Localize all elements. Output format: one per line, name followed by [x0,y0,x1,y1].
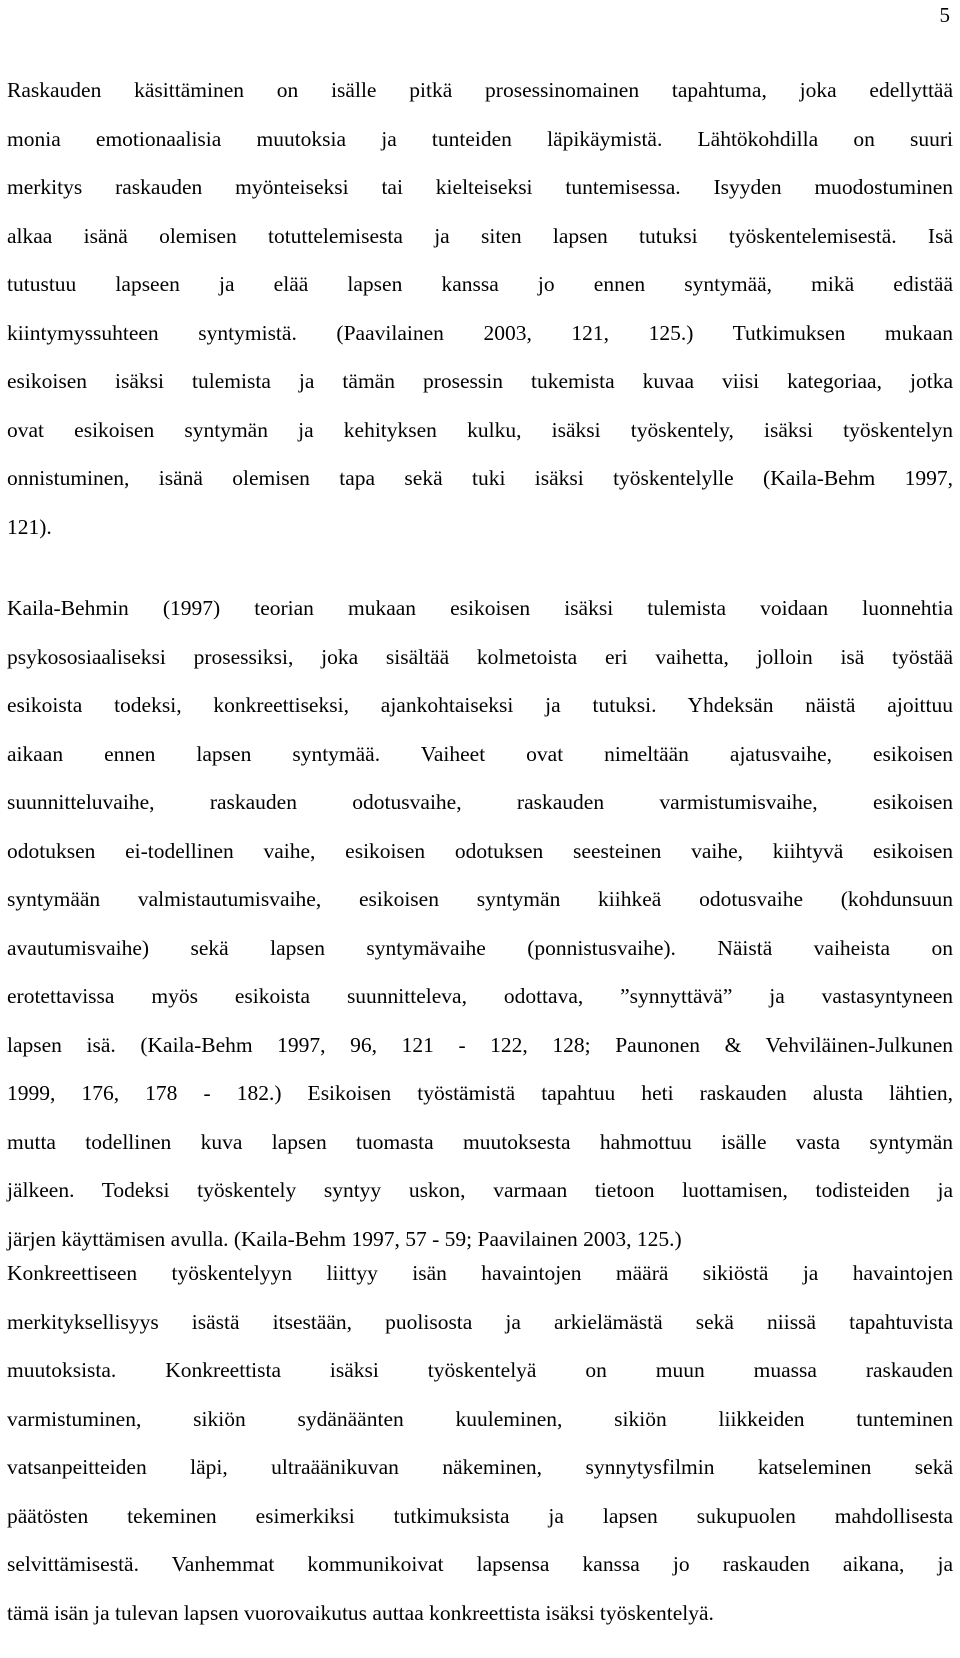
text-line: mutta todellinen kuva lapsen tuomasta muutoksesta hahmottuu isälle vasta syntymän [7,1129,953,1154]
text-line: odotuksen ei-todellinen vaihe, esikoisen odotuksen seesteinen vaihe, kiihtyvä esikoisen [7,838,953,863]
text-line: tämä isän ja tulevan lapsen vuorovaikutus auttaa konkreettista isäksi työskentelyä. [7,1600,714,1625]
text-line: lapsen isä. (Kaila-Behm 1997, 96, 121 - 122, 128; Paunonen & Vehviläinen-Julkunen [7,1032,953,1057]
text-line: Konkreettiseen työskentelyyn liittyy isän havaintojen määrä sikiöstä ja havaintojen [7,1261,953,1285]
text-line: onnistuminen, isänä olemisen tapa sekä tuki isäksi työskentelylle (Kaila-Behm 1997, [7,466,953,490]
text-line: järjen käyttämisen avulla. (Kaila-Behm 1997, 57 - 59; Paavilainen 2003, 125.) [7,1226,682,1251]
text-line: varmistuminen, sikiön sydänäänten kuuleminen, sikiön liikkeiden tunteminen [7,1406,953,1431]
page-number: 5 [939,3,950,27]
text-line: merkitys raskauden myönteiseksi tai kielteiseksi tuntemisessa. Isyyden muodostuminen [7,175,953,199]
text-line: vatsanpeitteiden läpi, ultraäänikuvan näkeminen, synnytysfilmin katseleminen sekä [7,1455,953,1479]
text-line: kiintymyssuhteen syntymistä. (Paavilainen 2003, 121, 125.) Tutkimuksen mukaan [7,320,953,345]
text-line: erotettavissa myös esikoista suunnitteleva, odottava, ”synnyttävä” ja vastasyntyneen [7,984,953,1008]
text-line: avautumisvaihe) sekä lapsen syntymävaihe (ponnistusvaihe). Näistä vaiheista on [7,935,953,960]
text-line: tutustuu lapseen ja elää lapsen kanssa jo ennen syntymää, mikä edistää [7,272,953,296]
text-line: päätösten tekeminen esimerkiksi tutkimuksista ja lapsen sukupuolen mahdollisesta [7,1503,953,1528]
paragraph-fathers-pregnancy-process [7,66,953,551]
text-line: muutoksista. Konkreettista isäksi työskentelyä on muun muassa raskauden [7,1358,953,1382]
text-line: 121). [7,514,52,539]
text-line: Kaila-Behmin (1997) teorian mukaan esikoisen isäksi tulemista voidaan luonnehtia [7,596,953,620]
text-line: alkaa isänä olemisen totuttelemisesta ja siten lapsen tutuksi työskentelemisestä. Isä [7,223,953,248]
text-line: syntymään valmistautumisvaihe, esikoisen syntymän kiihkeä odotusvaihe (kohdunsuun [7,887,953,911]
text-line: esikoisen isäksi tulemista ja tämän prosessin tukemista kuvaa viisi kategoriaa, jotka [7,369,953,393]
text-line: 1999, 176, 178 - 182.) Esikoisen työstämistä tapahtuu heti raskauden alusta lähtien, [7,1081,953,1105]
text-line: merkityksellisyys isästä itsestään, puolisosta ja arkielämästä sekä niissä tapahtuvista [7,1309,953,1334]
text-line: selvittämisestä. Vanhemmat kommunikoivat lapsensa kanssa jo raskauden aikana, ja [7,1552,953,1576]
text-line: Raskauden käsittäminen on isälle pitkä prosessinomainen tapahtuma, joka edellyttää [7,78,953,102]
text-line: ovat esikoisen syntymän ja kehityksen kulku, isäksi työskentely, isäksi työskentelyn [7,417,953,442]
text-line: psykososiaaliseksi prosessiksi, joka sisältää kolmetoista eri vaihetta, jolloin isä työstää [7,644,953,669]
text-line: esikoista todeksi, konkreettiseksi, ajankohtaiseksi ja tutuksi. Yhdeksän näistä ajoittuu [7,693,953,717]
text-line: monia emotionaalisia muutoksia ja tunteiden läpikäymistä. Lähtökohdilla on suuri [7,126,953,151]
text-line: jälkeen. Todeksi työskentely syntyy uskon, varmaan tietoon luottamisen, todisteiden ja [7,1178,953,1202]
text-line: aikaan ennen lapsen syntymää. Vaiheet ovat nimeltään ajatusvaihe, esikoisen [7,741,953,766]
paragraph-kaila-behm-theory [7,584,953,1263]
paragraph-concrete-work [7,1249,953,1637]
text-line: suunnitteluvaihe, raskauden odotusvaihe, raskauden varmistumisvaihe, esikoisen [7,790,953,814]
